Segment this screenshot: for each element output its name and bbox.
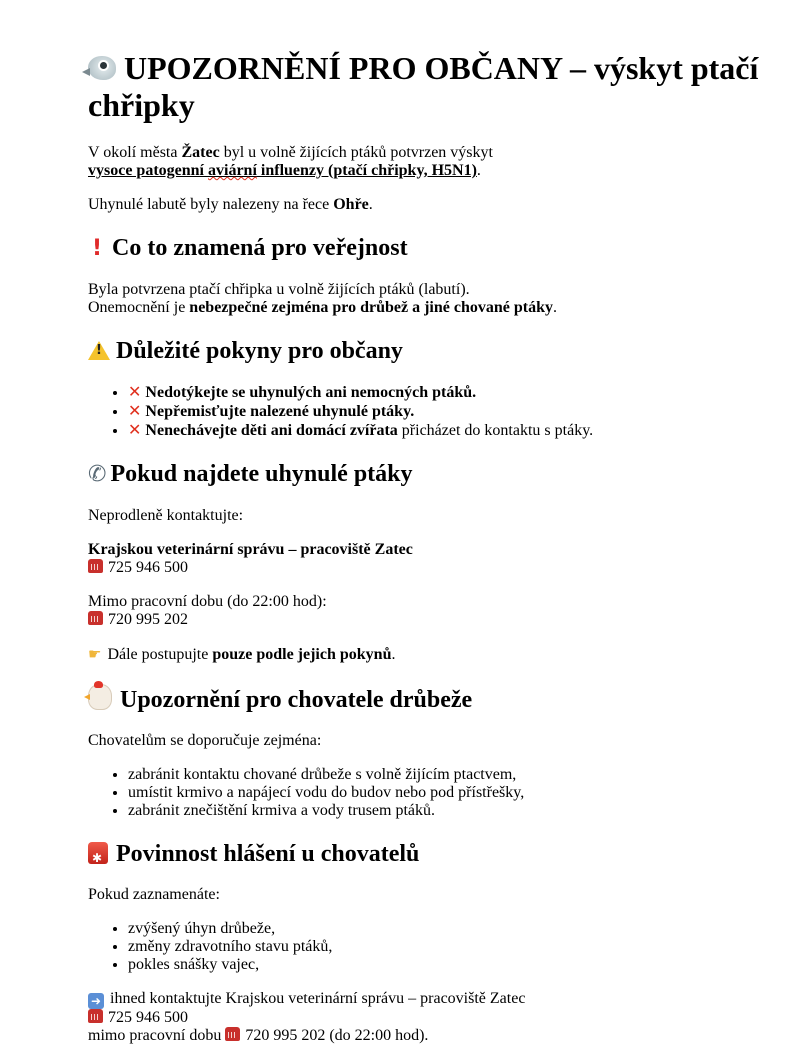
instruction-bold: Nedotýkejte se uhynulých ani nemocných ptáků. <box>145 384 477 401</box>
period: . <box>368 196 373 213</box>
instruction-bold: Nenechávejte děti ani domácí zvířata <box>145 422 398 439</box>
chicken-icon <box>88 684 112 710</box>
phone-number-after-hours[interactable]: 720 995 202 <box>108 611 188 628</box>
telephone-icon <box>88 1009 103 1023</box>
after-hours-label: Mimo pracovní dobu (do 22:00 hod): <box>88 593 327 610</box>
follow-text: Dále postupujte <box>107 646 213 663</box>
period: . <box>552 299 557 316</box>
phone-number-after-hours[interactable]: 720 995 202 <box>245 1027 326 1044</box>
misspelled-word: aviární <box>208 162 257 179</box>
telephone-icon <box>88 559 103 573</box>
river-name: Ohře <box>333 196 369 213</box>
disease-name <box>88 162 477 179</box>
intro-text: V okolí města <box>88 144 182 161</box>
section-heading-breeders <box>88 684 768 714</box>
warning-icon <box>88 341 110 360</box>
list-item: • změny zdravotního stavu ptáků, <box>128 938 768 956</box>
list-item: • zvýšený úhyn drůbeže, <box>128 920 768 938</box>
section-heading-text: Upozornění pro chovatele drůbeže <box>120 687 473 713</box>
right-arrow-icon: ➜ <box>88 993 104 1009</box>
phone-number-main[interactable]: 725 946 500 <box>108 1009 188 1026</box>
section-heading-reporting <box>88 840 768 868</box>
contact-line: ihned kontaktujte Krajskou veterinární správu – pracoviště Zatec <box>110 990 526 1007</box>
section-heading-text: Důležité pokyny pro občany <box>116 338 403 364</box>
instruction-rest: přicházet do kontaktu s ptáky. <box>397 422 594 439</box>
disease-name-part: vysoce patogenní <box>88 162 208 179</box>
section-heading-text: Pokud najdete uhynulé ptáky <box>110 461 413 487</box>
reporting-list <box>88 920 768 974</box>
cross-mark-icon: ✕ <box>128 420 142 439</box>
list-item: • pokles snášky vajec, <box>128 956 768 974</box>
after-hours-text: mimo pracovní dobu <box>88 1027 226 1044</box>
section-heading-text: Co to znamená pro veřejnost <box>112 235 408 261</box>
section-heading-found <box>88 460 768 489</box>
list-item <box>128 383 768 402</box>
cross-mark-icon: ✕ <box>128 382 142 401</box>
pointing-hand-icon: ☛ <box>88 645 102 663</box>
swans-text: Uhynulé labutě byly nalezeny na řece <box>88 196 334 213</box>
notice-document <box>88 50 768 1061</box>
list-item <box>128 402 768 421</box>
list-item <box>128 421 768 440</box>
breeders-intro: Chovatelům se doporučuje zejména: <box>88 732 322 749</box>
telephone-icon <box>88 611 103 625</box>
period: . <box>476 162 481 179</box>
exclamation-icon: ! <box>92 236 103 261</box>
section-heading-instructions <box>88 337 768 365</box>
intro-paragraph <box>88 144 768 180</box>
breeders-list <box>88 766 768 820</box>
town-name: Žatec <box>181 144 220 161</box>
list-item: • umístit krmivo a napájecí vodu do budov nebo pod přístřešky, <box>128 784 768 802</box>
telephone-receiver-icon: ✆ <box>88 462 107 487</box>
list-item: • zabránit kontaktu chované drůbeže s volně žijícím ptactvem, <box>128 766 768 784</box>
swans-paragraph <box>88 196 768 214</box>
contact-now-text: Neprodleně kontaktujte: <box>88 507 244 524</box>
office-contact <box>88 541 768 577</box>
disease-name-part: influenzy (ptačí chřipky, H5N1) <box>256 162 477 179</box>
period: . <box>391 646 396 663</box>
list-item: • zabránit znečištění krmiva a vody trusem ptáků. <box>128 802 768 820</box>
telephone-icon <box>225 1027 240 1041</box>
section-heading-public <box>88 234 768 263</box>
public-line: Byla potvrzena ptačí chřipka u volně žijících ptáků (labutí). <box>88 281 470 298</box>
follow-instructions <box>88 645 768 664</box>
cross-mark-icon: ✕ <box>128 401 142 420</box>
instruction-bold: Nepřemisťujte nalezené uhynulé ptáky. <box>145 403 415 420</box>
danger-statement: nebezpečné zejména pro drůbež a jiné chované ptáky <box>189 299 553 316</box>
public-line: Onemocnění je <box>88 299 190 316</box>
section-heading-text: Povinnost hlášení u chovatelů <box>116 841 420 867</box>
page-title <box>88 50 768 124</box>
public-paragraph <box>88 281 768 317</box>
after-hours-suffix: (do 22:00 hod). <box>325 1027 429 1044</box>
office-name: Krajskou veterinární správu – pracoviště Zatec <box>88 541 413 558</box>
follow-bold: pouze podle jejich pokynů <box>212 646 392 663</box>
after-hours-contact <box>88 593 768 629</box>
reporting-contact <box>88 990 768 1045</box>
page-title-text: UPOZORNĚNÍ PRO OBČANY – výskyt ptačí chřipky <box>88 50 759 123</box>
reporting-intro: Pokud zaznamenáte: <box>88 886 220 903</box>
phone-number-main[interactable]: 725 946 500 <box>108 559 188 576</box>
bird-icon <box>88 56 116 80</box>
siren-icon <box>88 842 108 864</box>
instructions-list <box>88 383 768 440</box>
intro-text-end: byl u volně žijících ptáků potvrzen výskyt <box>219 144 493 161</box>
